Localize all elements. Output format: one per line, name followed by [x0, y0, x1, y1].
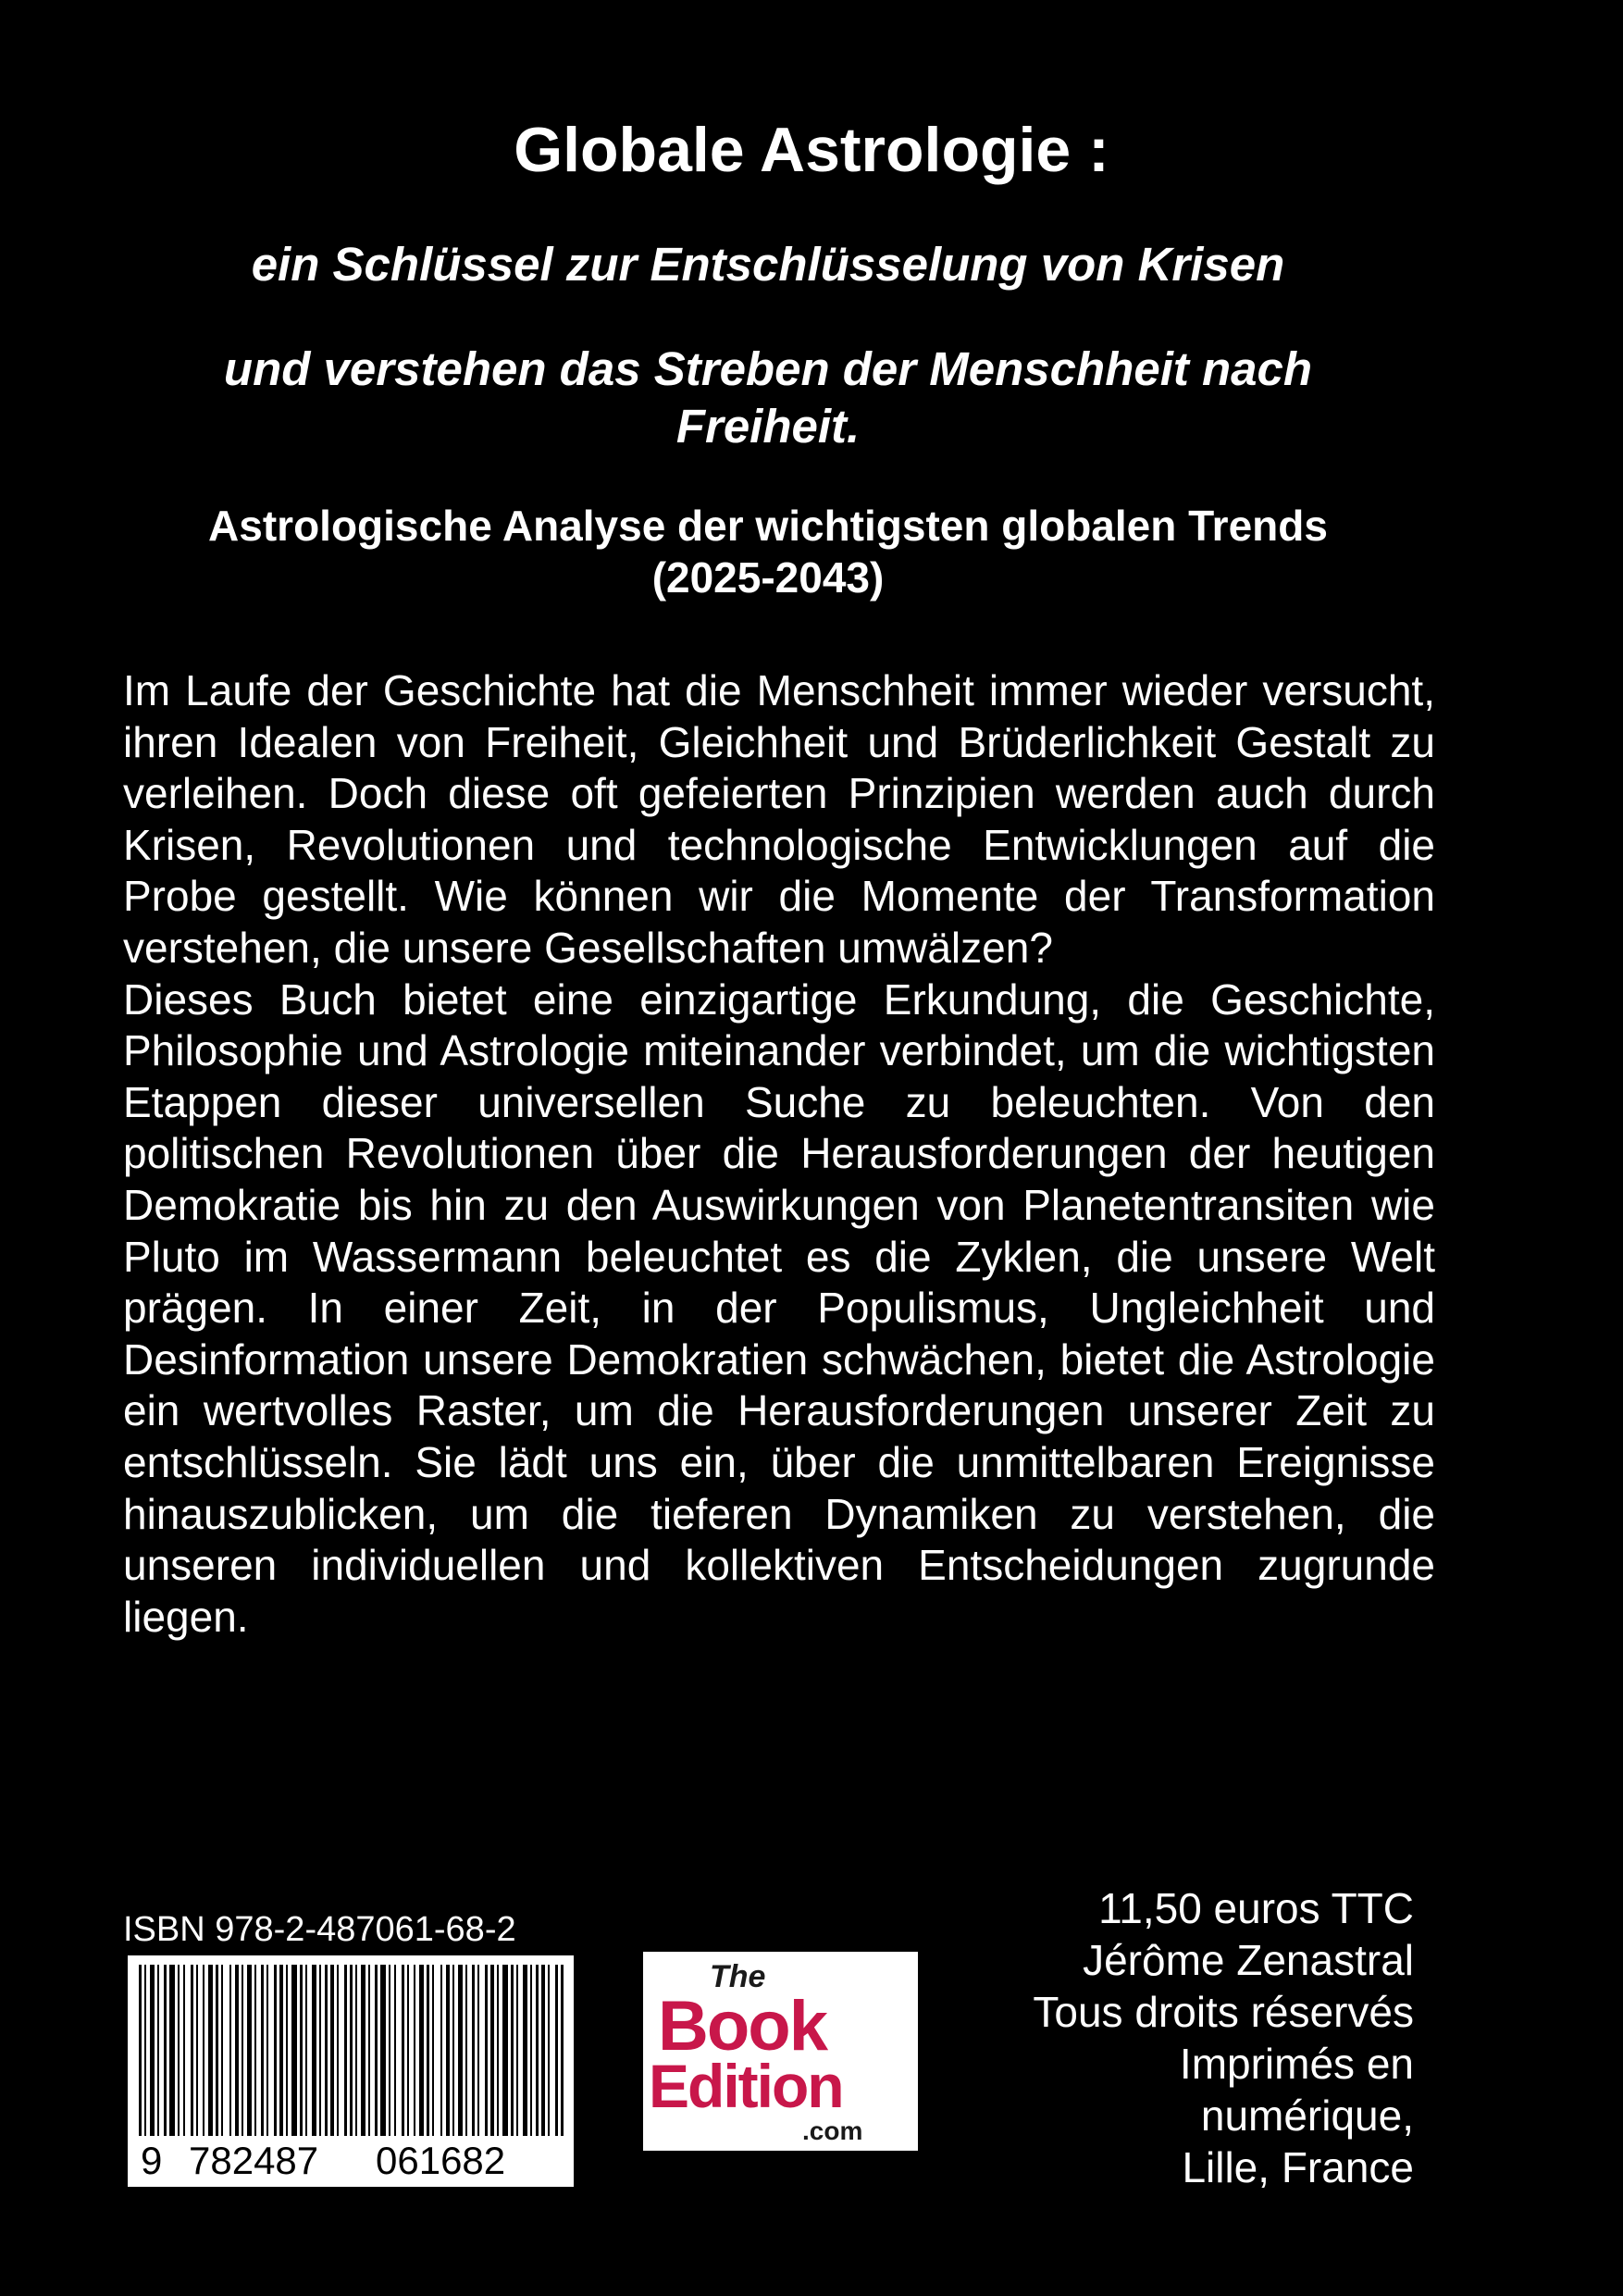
barcode-bar — [235, 1965, 239, 2136]
analysis-heading: Astrologische Analyse der wichtigsten globalen Trends (2025-2043) — [208, 502, 1328, 602]
barcode-bar — [286, 1965, 288, 2136]
barcode-bar — [541, 1965, 545, 2136]
barcode-bar — [530, 1965, 532, 2136]
blurb-paragraph-2: Dieses Buch bietet eine einzigartige Erkundung, die Geschichte, Philosophie und Astrologie miteinander verbindet, um die wichtigsten Etappen dieser universellen Suche zu beleuchten. Von den politischen Revolutionen über die Herausforderungen der heutigen Demokratie bis hin zu den Auswirkungen von Planetentransiten wie Pluto im Wassermann beleuchtet es die Zyklen, die unsere Welt prägen. In einer Zeit, in der Populismus, Ungleichheit und Desinformation unsere Demokratien schwächen, bietet die Astrologie ein wertvolles Raster, um die Herausforderungen unserer Zeit zu entschlüsseln. Sie lädt uns ein, über die unmittelbaren Ereignisse hinauszublicken, um die tieferen Dynamiken zu verstehen, die unseren individuellen und kollektiven Entscheidungen zugrunde liegen. — [123, 974, 1435, 1641]
barcode-bar — [511, 1965, 514, 2136]
barcode-bar — [291, 1965, 297, 2136]
barcode-bar — [446, 1965, 450, 2136]
barcode-bar — [432, 1965, 434, 2136]
barcode-bar — [279, 1965, 283, 2136]
barcode-bar — [477, 1965, 479, 2136]
barcode-bar — [548, 1965, 550, 2136]
barcode-bar — [178, 1965, 180, 2136]
barcode-bar — [368, 1965, 370, 2136]
barcode-bar — [183, 1965, 185, 2136]
subtitle-line-2: und verstehen das Streben der Menschheit nach Freiheit. — [223, 342, 1313, 453]
barcode-bar — [344, 1965, 347, 2136]
barcode-bar — [216, 1965, 218, 2136]
barcode-bars — [128, 1955, 574, 2141]
logo-the-text: The — [710, 1959, 766, 1994]
barcode-bar — [536, 1965, 539, 2136]
barcode-bar — [452, 1965, 454, 2136]
barcode-bar — [157, 1965, 159, 2136]
barcode-bar — [407, 1965, 409, 2136]
barcode-bar — [427, 1965, 429, 2136]
blurb-text — [123, 665, 1435, 1643]
barcode-bar — [402, 1965, 404, 2136]
barcode-bar — [555, 1965, 558, 2136]
barcode-bar — [389, 1965, 390, 2136]
barcode-bar — [305, 1965, 307, 2136]
barcode-bar — [375, 1965, 378, 2136]
barcode-bar — [350, 1965, 353, 2136]
barcode-bar — [266, 1965, 268, 2136]
publisher-logo — [643, 1952, 918, 2151]
barcode-bar — [440, 1965, 442, 2136]
barcode-bar — [254, 1965, 256, 2136]
barcode-digits-left: 782487 — [189, 2139, 319, 2182]
printed-text-2: numérique, — [1200, 2091, 1414, 2140]
rights-block — [925, 1882, 1414, 2193]
barcode-bar — [465, 1965, 467, 2136]
logo-com-text: .com — [802, 2116, 863, 2145]
barcode-bar — [164, 1965, 167, 2136]
barcode-bar — [208, 1965, 213, 2136]
barcode-bar — [502, 1965, 508, 2136]
barcode-bar — [472, 1965, 475, 2136]
barcode-bar — [355, 1965, 357, 2136]
printed-text-1: Imprimés en — [1179, 2040, 1414, 2088]
book-title: Globale Astrologie : — [514, 115, 1109, 185]
barcode-bar — [247, 1965, 252, 2136]
subtitle-line-1: ein Schlüssel zur Entschlüsselung von Krisen — [251, 238, 1285, 291]
barcode-bar — [242, 1965, 243, 2136]
barcode-bar — [229, 1965, 231, 2136]
barcode-bar — [380, 1965, 386, 2136]
barcode-bar — [361, 1965, 365, 2136]
barcode-bar — [196, 1965, 198, 2136]
isbn-label: ISBN 978-2-487061-68-2 — [123, 1910, 516, 1949]
barcode-bar — [144, 1965, 146, 2136]
barcode-bar — [300, 1965, 303, 2136]
author-name: Jérôme Zenastral — [1083, 1936, 1414, 1984]
barcode-bar — [330, 1965, 334, 2136]
barcode-bar — [458, 1965, 463, 2136]
barcode-bar — [419, 1965, 424, 2136]
barcode-bar — [169, 1965, 175, 2136]
barcode-bar — [319, 1965, 321, 2136]
barcode-digit-first: 9 — [141, 2139, 163, 2182]
logo-book-text: Book — [658, 1987, 826, 2066]
barcode-digits — [128, 2137, 574, 2185]
barcode-bar — [561, 1965, 564, 2136]
barcode-bar — [490, 1965, 494, 2136]
barcode-bar — [485, 1965, 488, 2136]
barcode-bar — [150, 1965, 155, 2136]
logo-edition-text: Edition — [649, 2052, 843, 2120]
barcode — [128, 1955, 574, 2187]
barcode-bar — [139, 1965, 142, 2136]
barcode-bar — [274, 1965, 277, 2136]
barcode-digits-right: 061682 — [376, 2139, 506, 2182]
barcode-bar — [221, 1965, 223, 2136]
barcode-bar — [497, 1965, 499, 2136]
barcode-bar — [394, 1965, 396, 2136]
barcode-bar — [523, 1965, 527, 2136]
barcode-bar — [191, 1965, 193, 2136]
price-text: 11,50 euros TTC — [1098, 1884, 1414, 1932]
copyright-text: Tous droits réservés — [1033, 1988, 1414, 2036]
barcode-bar — [261, 1965, 264, 2136]
barcode-bar — [325, 1965, 328, 2136]
place-text: Lille, France — [1182, 2143, 1414, 2191]
barcode-bar — [414, 1965, 415, 2136]
barcode-bar — [312, 1965, 316, 2136]
barcode-bar — [516, 1965, 518, 2136]
barcode-bar — [203, 1965, 204, 2136]
barcode-bar — [337, 1965, 339, 2136]
blurb-paragraph-1: Im Laufe der Geschichte hat die Menschheit immer wieder versucht, ihren Idealen von Freiheit, Gleichheit und Brüderlichkeit Gestalt zu verleihen. Doch diese oft gefeierten Prinzipien werden auch durch Krisen, Revolutionen und technologische Entwicklungen auf die Probe gestellt. Wie können wir die Momente der Transformation verstehen, die unsere Gesellschaften umwälzen? — [123, 666, 1435, 972]
